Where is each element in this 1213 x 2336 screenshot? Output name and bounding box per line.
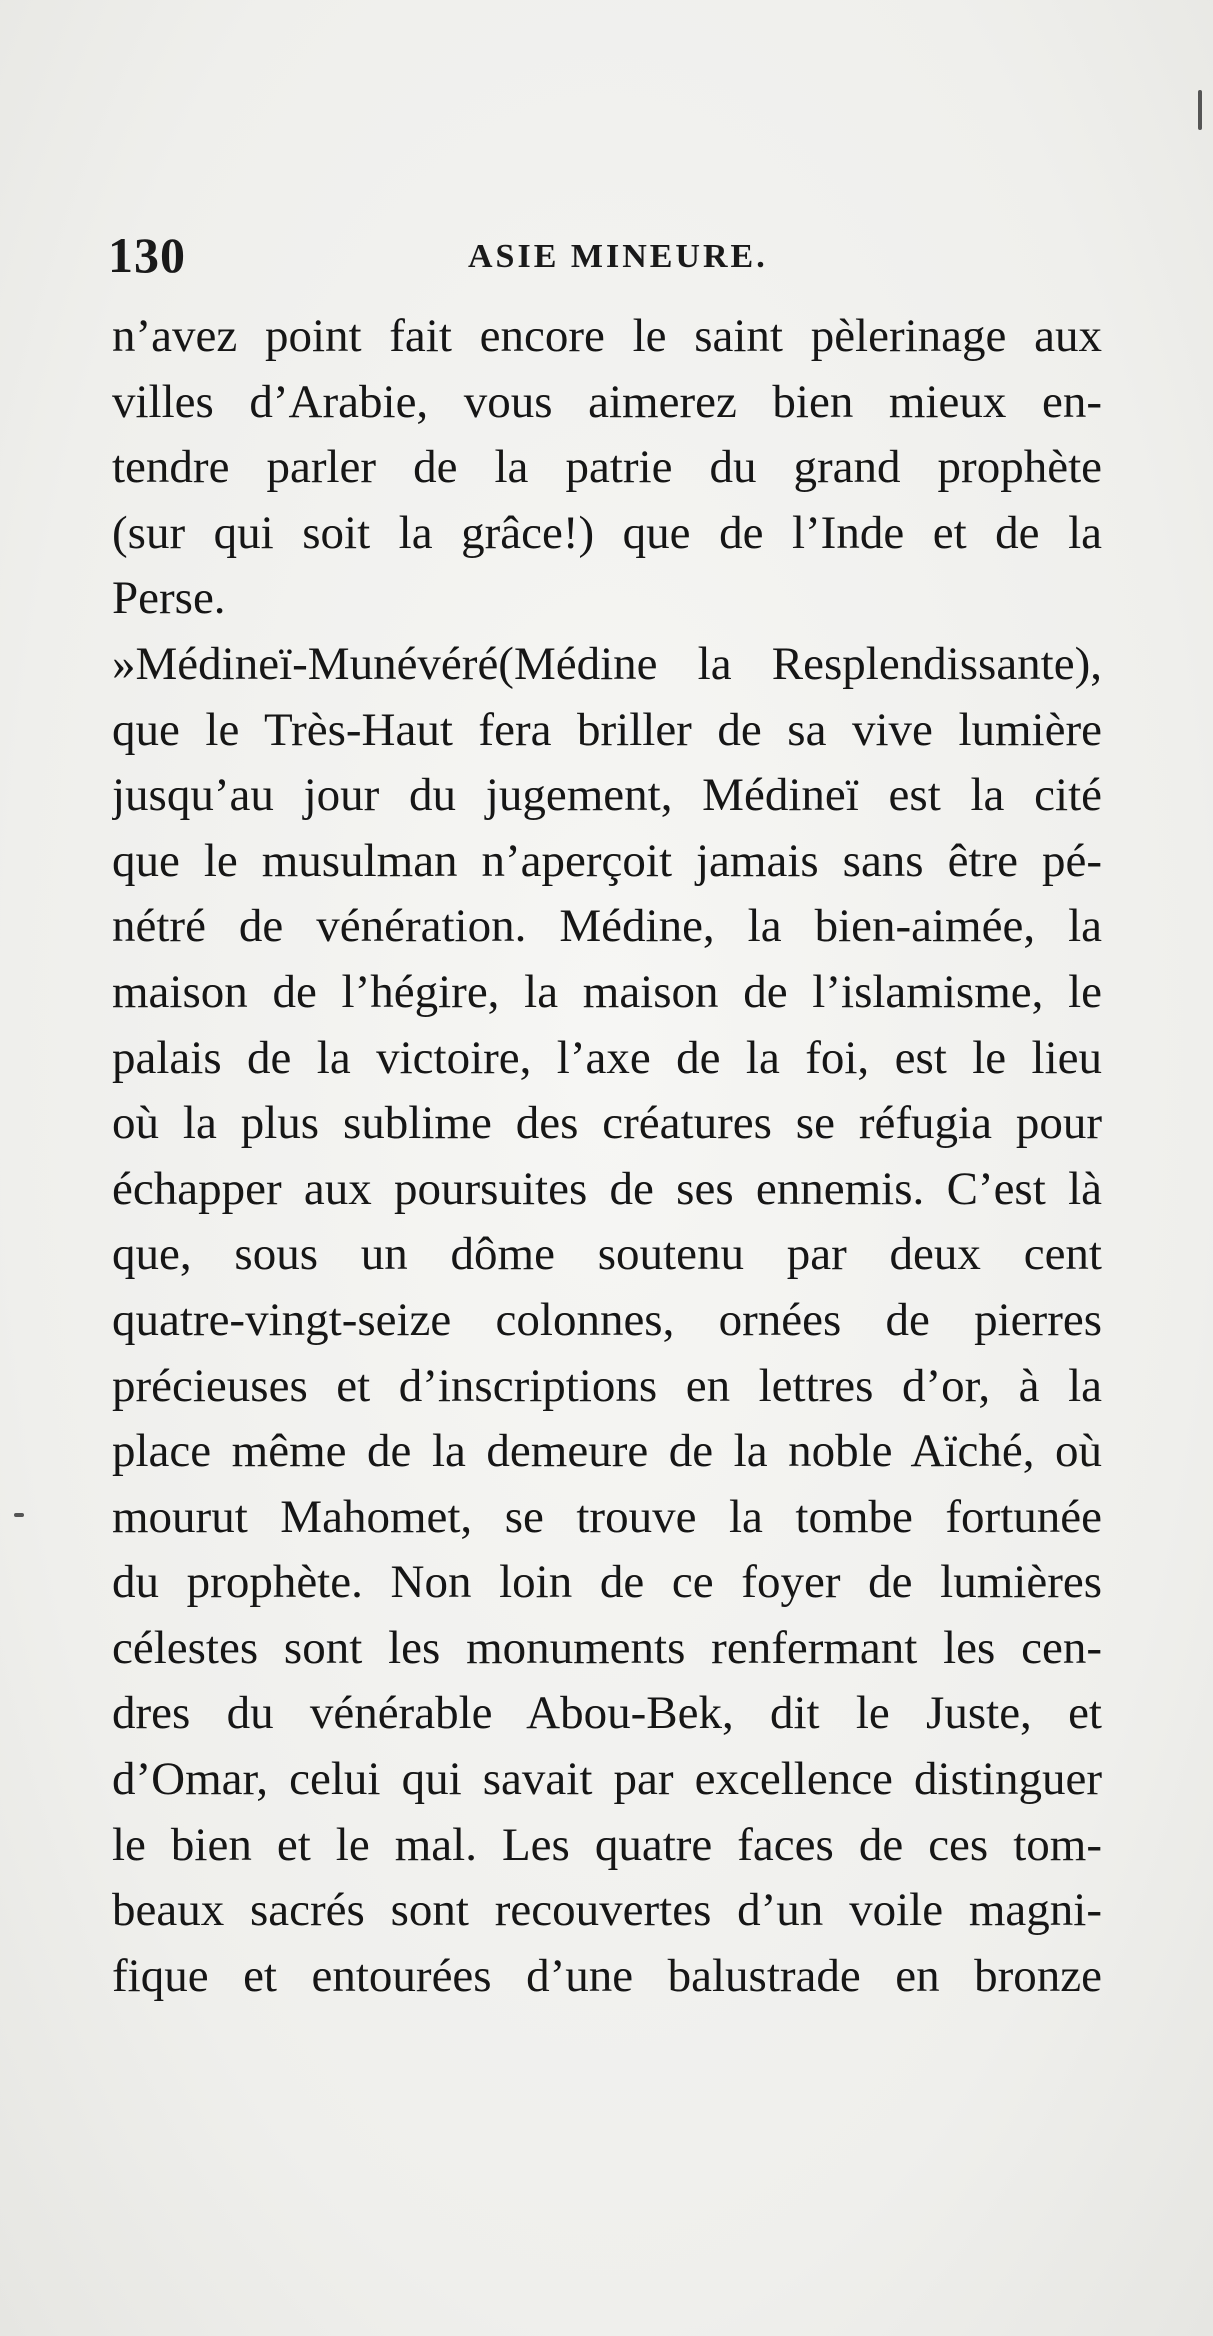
running-title: ASIE MINEURE. xyxy=(468,238,768,275)
text-line: d’Omar, celui qui savait par excellence distinguer xyxy=(112,1753,1102,1806)
text-line: échapper aux poursuites de ses ennemis. C’est là xyxy=(112,1162,1102,1215)
text-line: où la plus sublime des créatures se réfugia pour xyxy=(112,1097,1102,1150)
text-line: fique et entourées d’une balustrade en bronze xyxy=(112,1949,1102,2002)
text-line: palais de la victoire, l’axe de la foi, est le lieu xyxy=(112,1031,1102,1084)
text-line: mourut Mahomet, se trouve la tombe fortunée xyxy=(112,1490,1102,1543)
text-line: beaux sacrés sont recouvertes d’un voile magni- xyxy=(112,1884,1102,1937)
text-line: place même de la demeure de la noble Aïché, où xyxy=(112,1425,1102,1478)
text-line: précieuses et d’inscriptions en lettres d’or, à la xyxy=(112,1359,1102,1412)
text-line: nétré de vénération. Médine, la bien-aimée, la xyxy=(112,900,1102,953)
text-line: quatre-vingt-seize colonnes, ornées de pierres xyxy=(112,1293,1102,1346)
text-line: maison de l’hégire, la maison de l’islamisme, le xyxy=(112,965,1102,1018)
text-line: villes d’Arabie, vous aimerez bien mieux en- xyxy=(112,375,1102,428)
text-line: »Médineï-Munévéré(Médine la Resplendissante), xyxy=(112,637,1102,690)
page-header xyxy=(108,226,1108,296)
text-line: que le musulman n’aperçoit jamais sans être pé- xyxy=(112,834,1102,887)
text-line: jusqu’au jour du jugement, Médineï est la cité xyxy=(112,769,1102,822)
margin-mark xyxy=(1198,90,1202,130)
margin-mark xyxy=(14,1513,24,1517)
text-line: célestes sont les monuments renfermant les cen- xyxy=(112,1621,1102,1674)
text-line: que le Très-Haut fera briller de sa vive lumière xyxy=(112,703,1102,756)
text-line: tendre parler de la patrie du grand prophète xyxy=(112,441,1102,494)
text-line: (sur qui soit la grâce!) que de l’Inde et de la xyxy=(112,506,1102,559)
text-line: le bien et le mal. Les quatre faces de ces tom- xyxy=(112,1818,1102,1871)
text-line: que, sous un dôme soutenu par deux cent xyxy=(112,1228,1102,1281)
text-line: dres du vénérable Abou-Bek, dit le Juste, et xyxy=(112,1687,1102,1740)
text-line: du prophète. Non loin de ce foyer de lumières xyxy=(112,1556,1102,1609)
page-number: 130 xyxy=(108,227,186,283)
text-line: n’avez point fait encore le saint pèlerinage aux xyxy=(112,310,1102,362)
text-line: Perse. xyxy=(112,572,226,625)
body-text xyxy=(112,304,1102,2009)
